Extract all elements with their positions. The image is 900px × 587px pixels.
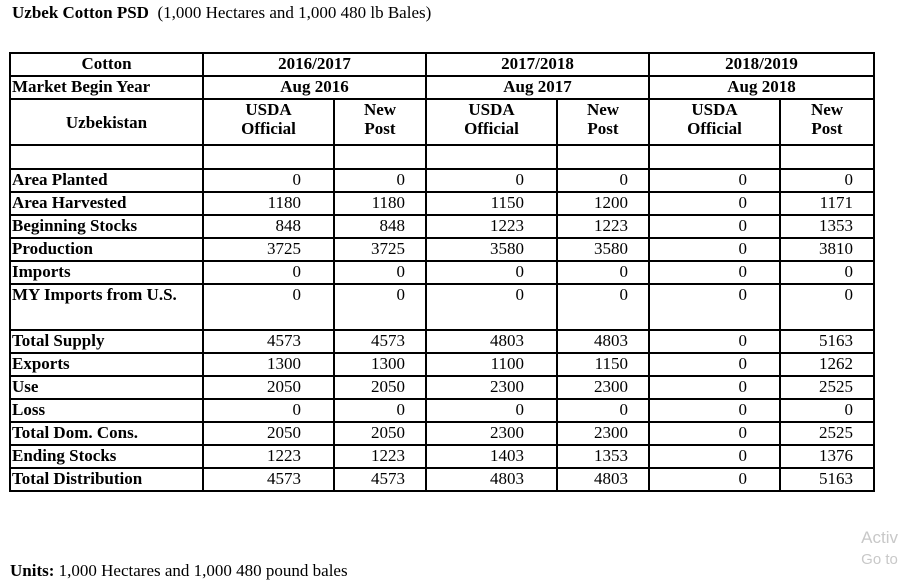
value-cell: 0 [649,468,780,491]
value-cell: 5163 [780,468,874,491]
row-label: Ending Stocks [10,445,203,468]
page-title [12,3,431,23]
value-cell: 2300 [557,422,649,445]
row-label: Use [10,376,203,399]
header-cotton: Cotton [10,53,203,76]
header-new-2017: New Post [557,99,649,145]
value-cell: 1223 [334,445,426,468]
value-cell: 0 [780,261,874,284]
value-cell: 2050 [203,422,334,445]
row-label: Production [10,238,203,261]
value-cell: 1300 [334,353,426,376]
header-begin-2016: Aug 2016 [203,76,426,99]
value-cell: 0 [334,284,426,330]
title-subtitle: (1,000 Hectares and 1,000 480 lb Bales) [157,3,432,22]
table-row [10,284,874,330]
header-row-begin [10,76,874,99]
value-cell: 0 [649,353,780,376]
value-cell: 4573 [203,468,334,491]
value-cell: 4573 [334,330,426,353]
value-cell: 0 [649,192,780,215]
value-cell: 2300 [426,422,557,445]
value-cell: 0 [780,169,874,192]
watermark-line2: Go to [861,551,898,568]
value-cell: 2050 [203,376,334,399]
blank-row [10,145,874,169]
activation-watermark [861,527,898,571]
value-cell: 0 [649,169,780,192]
table-row [10,353,874,376]
value-cell: 2525 [780,422,874,445]
value-cell: 848 [203,215,334,238]
table-row [10,330,874,353]
value-cell: 3810 [780,238,874,261]
value-cell: 1353 [780,215,874,238]
value-cell: 0 [557,261,649,284]
value-cell: 0 [649,445,780,468]
value-cell: 0 [203,284,334,330]
row-label: MY Imports from U.S. [10,284,203,330]
value-cell: 0 [557,169,649,192]
value-cell: 0 [203,399,334,422]
value-cell: 4803 [426,330,557,353]
value-cell: 2050 [334,422,426,445]
value-cell: 1180 [334,192,426,215]
value-cell: 1100 [426,353,557,376]
value-cell: 2300 [557,376,649,399]
row-label: Total Dom. Cons. [10,422,203,445]
value-cell: 0 [557,399,649,422]
value-cell: 1376 [780,445,874,468]
header-row-source [10,99,874,145]
value-cell: 1300 [203,353,334,376]
row-label: Total Distribution [10,468,203,491]
value-cell: 4803 [557,330,649,353]
value-cell: 0 [649,238,780,261]
value-cell: 0 [557,284,649,330]
row-label: Loss [10,399,203,422]
header-row-commodity [10,53,874,76]
row-label: Imports [10,261,203,284]
table-row [10,445,874,468]
value-cell: 0 [649,422,780,445]
row-label: Total Supply [10,330,203,353]
value-cell: 0 [649,284,780,330]
value-cell: 1353 [557,445,649,468]
header-year-2018: 2018/2019 [649,53,874,76]
units-text: 1,000 Hectares and 1,000 480 pound bales [58,561,348,580]
header-usda-2016: USDA Official [203,99,334,145]
value-cell: 0 [334,169,426,192]
table-row [10,261,874,284]
value-cell: 4573 [203,330,334,353]
value-cell: 1171 [780,192,874,215]
value-cell: 0 [649,215,780,238]
value-cell: 1223 [557,215,649,238]
value-cell: 2525 [780,376,874,399]
row-label: Area Harvested [10,192,203,215]
value-cell: 0 [426,399,557,422]
value-cell: 4803 [426,468,557,491]
value-cell: 1403 [426,445,557,468]
value-cell: 0 [649,330,780,353]
value-cell: 0 [334,261,426,284]
value-cell: 4803 [557,468,649,491]
units-label: Units: [10,561,55,580]
value-cell: 0 [649,376,780,399]
title-bold: Uzbek Cotton PSD [12,3,149,22]
header-new-2018: New Post [780,99,874,145]
table-row [10,376,874,399]
value-cell: 1150 [426,192,557,215]
data-rows [10,169,874,491]
value-cell: 1150 [557,353,649,376]
value-cell: 4573 [334,468,426,491]
value-cell: 3580 [426,238,557,261]
value-cell: 0 [426,169,557,192]
table-row [10,192,874,215]
value-cell: 2300 [426,376,557,399]
value-cell: 0 [780,399,874,422]
value-cell: 3725 [203,238,334,261]
table-row [10,169,874,192]
table-row [10,399,874,422]
value-cell: 3725 [334,238,426,261]
header-usda-2017: USDA Official [426,99,557,145]
value-cell: 1200 [557,192,649,215]
table-row [10,215,874,238]
table-row [10,468,874,491]
value-cell: 5163 [780,330,874,353]
value-cell: 0 [780,284,874,330]
header-begin-2018: Aug 2018 [649,76,874,99]
value-cell: 1223 [426,215,557,238]
value-cell: 1223 [203,445,334,468]
header-new-2016: New Post [334,99,426,145]
value-cell: 0 [203,261,334,284]
units-note [10,561,348,581]
row-label: Beginning Stocks [10,215,203,238]
header-begin-2017: Aug 2017 [426,76,649,99]
header-usda-2018: USDA Official [649,99,780,145]
value-cell: 3580 [557,238,649,261]
row-label: Area Planted [10,169,203,192]
header-country: Uzbekistan [10,99,203,145]
header-year-2016: 2016/2017 [203,53,426,76]
value-cell: 848 [334,215,426,238]
value-cell: 0 [334,399,426,422]
value-cell: 1262 [780,353,874,376]
value-cell: 1180 [203,192,334,215]
table-row [10,422,874,445]
header-market-begin: Market Begin Year [10,76,203,99]
value-cell: 0 [649,399,780,422]
value-cell: 2050 [334,376,426,399]
value-cell: 0 [203,169,334,192]
watermark-line1: Activ [861,528,898,547]
value-cell: 0 [649,261,780,284]
value-cell: 0 [426,284,557,330]
table-row [10,238,874,261]
value-cell: 0 [426,261,557,284]
row-label: Exports [10,353,203,376]
header-year-2017: 2017/2018 [426,53,649,76]
psd-table [9,52,875,492]
